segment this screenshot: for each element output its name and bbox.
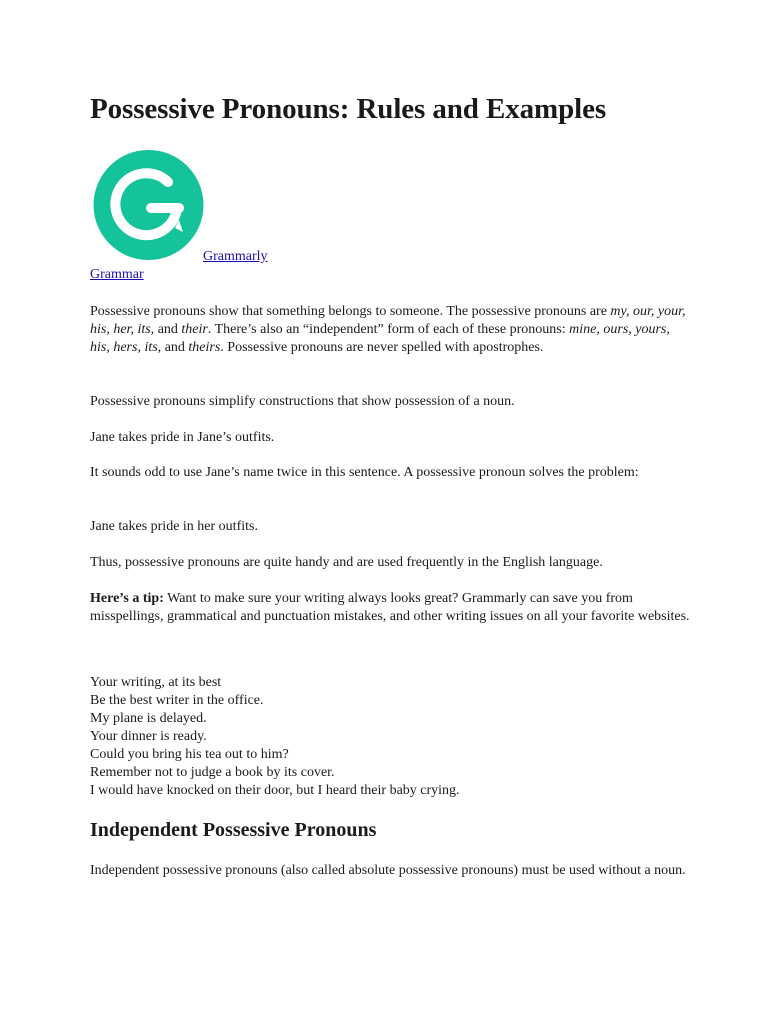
list-item: Your writing, at its best (90, 675, 222, 690)
page-title: Possessive Pronouns: Rules and Examples (90, 93, 607, 125)
intro-text-5: . Possessive pronouns are never spelled with apostrophes. (220, 340, 544, 355)
tip-text: Want to make sure your writing always looks great? Grammarly can save you from misspellings, grammatical and punctuation mistakes, and other writing issues on all your favorite websites. (90, 591, 690, 624)
intro-paragraph (90, 303, 690, 357)
category-link[interactable]: Grammar (90, 267, 144, 282)
example-sentence-2: Jane takes pride in her outfits. (90, 519, 258, 534)
list-item: My plane is delayed. (90, 711, 207, 726)
intro-pronoun-theirs: theirs (188, 340, 221, 355)
list-item: Remember not to judge a book by its cover. (90, 765, 335, 780)
intro-text-2: and (154, 322, 182, 337)
intro-text-4: and (161, 340, 189, 355)
list-item: Be the best writer in the office. (90, 693, 264, 708)
tip-paragraph (90, 590, 690, 626)
tip-label: Here’s a tip: (90, 591, 164, 606)
example-sentence-1: Jane takes pride in Jane’s outfits. (90, 430, 275, 445)
paragraph-problem: It sounds odd to use Jane’s name twice in this sentence. A possessive pronoun solves the problem: (90, 465, 639, 480)
intro-pronoun-their: their (181, 322, 208, 337)
list-item: Your dinner is ready. (90, 729, 207, 744)
list-item: Could you bring his tea out to him? (90, 747, 289, 762)
section-paragraph: Independent possessive pronouns (also called absolute possessive pronouns) must be used without a noun. (90, 863, 686, 878)
examples-list (90, 674, 690, 800)
list-item: I would have knocked on their door, but I heard their baby crying. (90, 783, 460, 798)
paragraph-simplify: Possessive pronouns simplify constructions that show possession of a noun. (90, 394, 515, 409)
intro-pronouns-1: my, our, your, his, her, its, (90, 304, 686, 337)
section-heading: Independent Possessive Pronouns (90, 819, 377, 841)
author-link[interactable]: Grammarly (203, 249, 268, 264)
paragraph-handy: Thus, possessive pronouns are quite handy and are used frequently in the English language. (90, 555, 603, 570)
grammarly-logo-icon (93, 148, 204, 262)
intro-text-3: . There’s also an “independent” form of each of these pronouns: (207, 322, 570, 337)
intro-pronouns-independent: mine, ours, yours, his, hers, its, (90, 322, 670, 355)
intro-text-1: Possessive pronouns show that something belongs to someone. The possessive pronouns are (90, 304, 611, 319)
